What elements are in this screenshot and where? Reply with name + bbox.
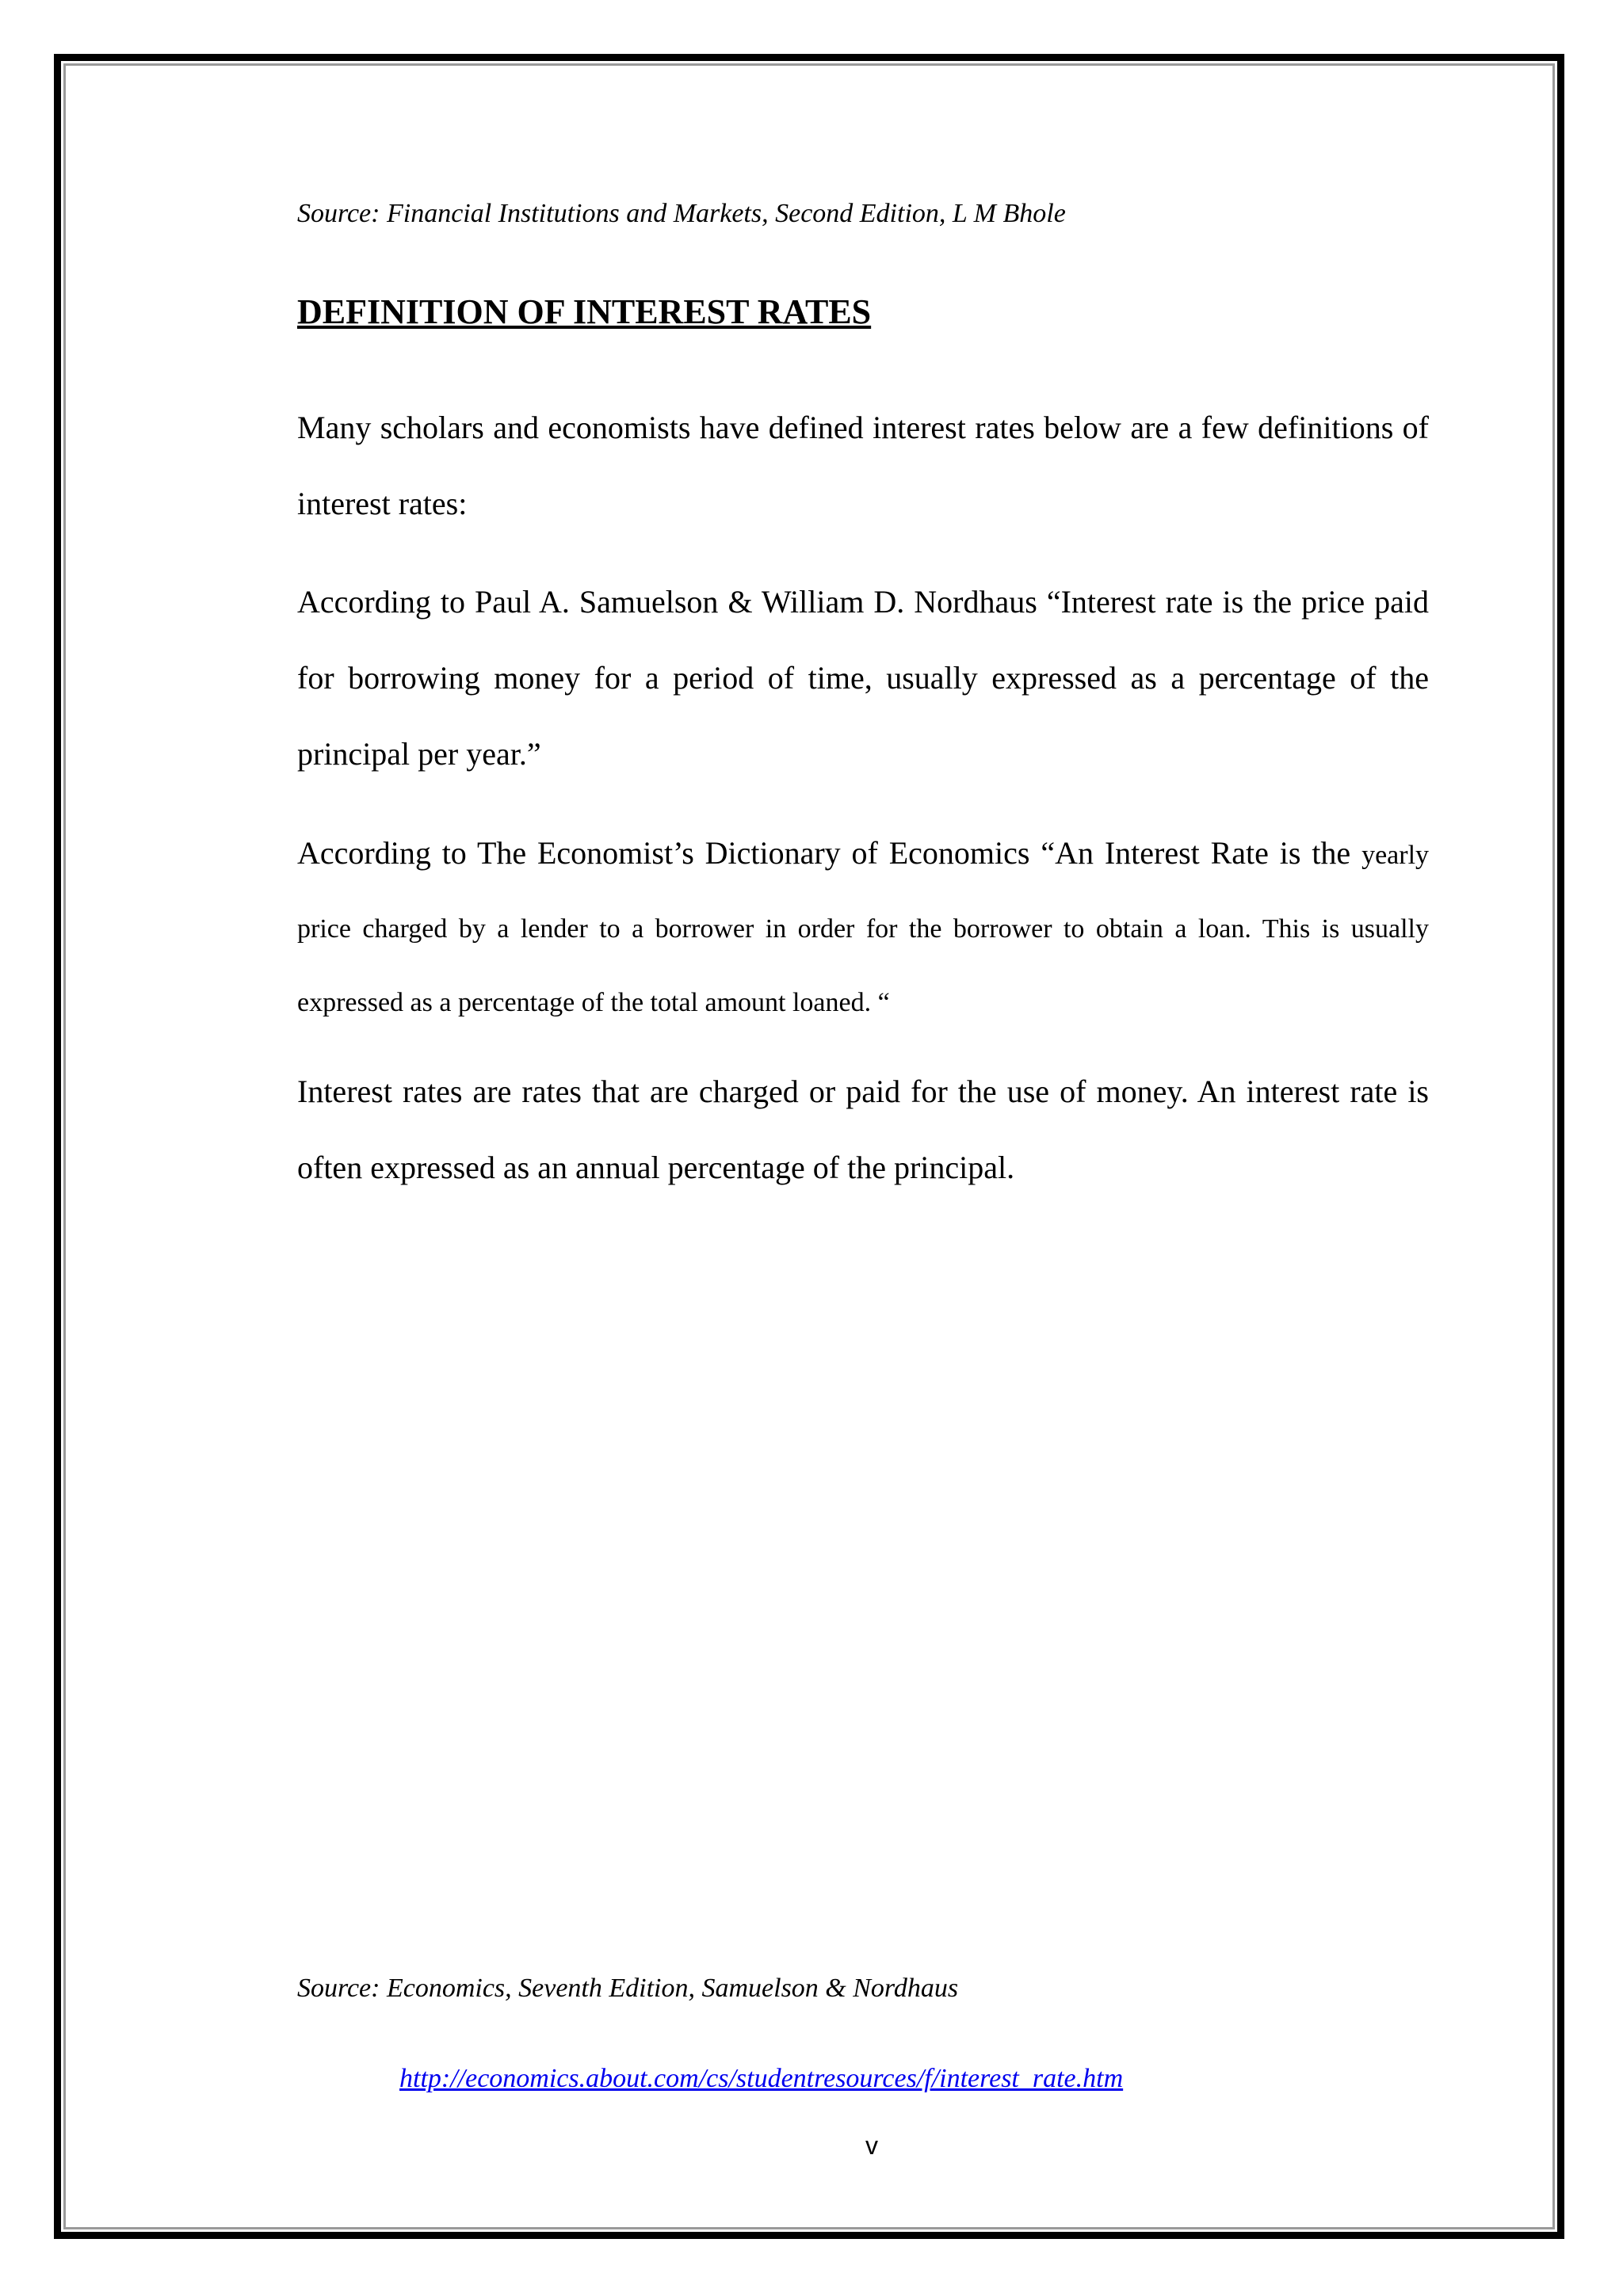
page-number: v xyxy=(865,2131,878,2160)
economist-definition-lead: According to The Economist’s Dictionary of Economics “An Interest Rate is the xyxy=(297,835,1351,871)
economist-definition-tail: yearly price charged by a lender to a borrower in order for the borrower to obtain a loan. This is usually expressed as a percentage of the total amount loaned. “ xyxy=(297,841,1430,1017)
samuelson-definition-paragraph: According to Paul A. Samuelson & William D. Nordhaus “Interest rate is the price paid for borrowing money for a period of time, usually expressed as a percentage of the principal per year.” xyxy=(297,584,1429,772)
bottom-source-citation: Source: Economics, Seventh Edition, Samuelson & Nordhaus xyxy=(297,1974,959,2003)
top-source-citation: Source: Financial Institutions and Markets, Second Edition, L M Bhole xyxy=(297,199,1066,228)
reference-link[interactable]: http://economics.about.com/cs/studentresources/f/interest_rate.htm xyxy=(399,2064,1124,2093)
closing-paragraph: Interest rates are rates that are charged or paid for the use of money. An interest rate is often expressed as an annual percentage of the principal. xyxy=(297,1074,1429,1185)
intro-paragraph: Many scholars and economists have defined interest rates below are a few definitions of interest rates: xyxy=(297,410,1429,521)
economist-definition-paragraph xyxy=(297,818,1429,1039)
page-heading: DEFINITION OF INTEREST RATES xyxy=(297,292,872,331)
